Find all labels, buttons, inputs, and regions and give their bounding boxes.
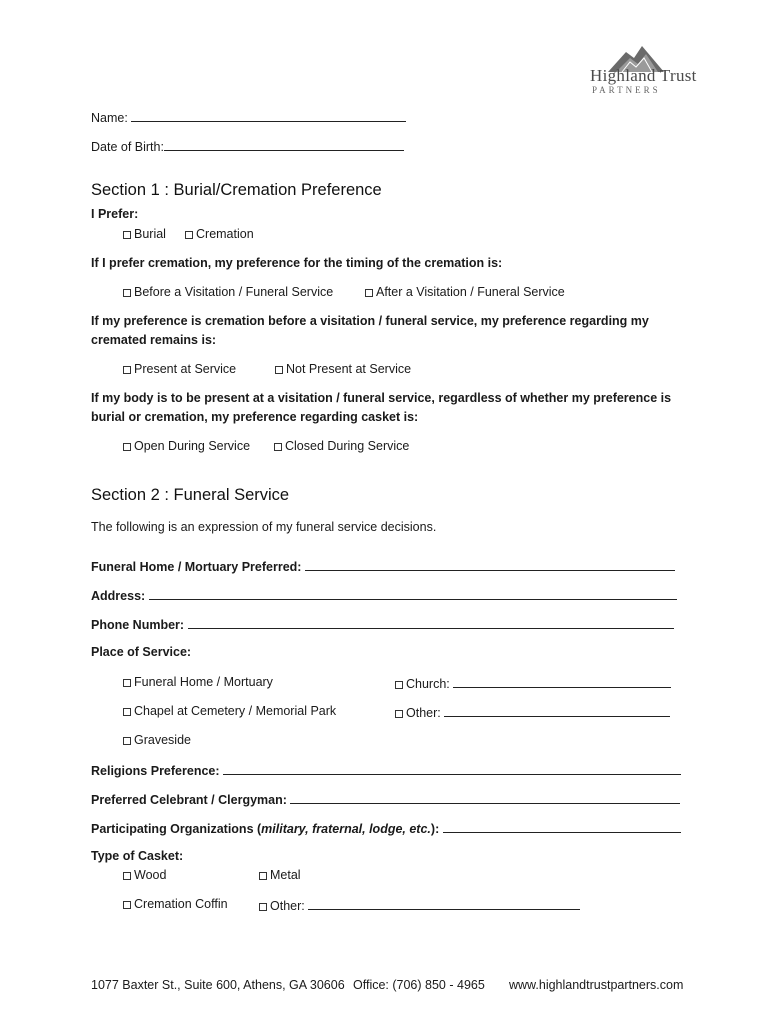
celebrant-field[interactable] — [290, 791, 680, 804]
funeral-home-checkbox[interactable] — [123, 679, 131, 687]
organizations-field[interactable] — [443, 820, 681, 833]
funeral-home-label: Funeral Home / Mortuary Preferred: — [91, 560, 302, 574]
dob-row — [91, 138, 404, 154]
chapel-label: Chapel at Cemetery / Memorial Park — [134, 704, 337, 718]
footer-address: 1077 Baxter St., Suite 600, Athens, GA 30606 — [91, 978, 345, 992]
address-label: Address: — [91, 589, 146, 603]
option-casket-other[interactable] — [259, 897, 580, 913]
remains-question-line1: If my preference is cremation before a visitation / funeral service, my preference regarding my — [91, 314, 649, 328]
remains-question-line2: cremated remains is: — [91, 333, 217, 347]
not-present-checkbox[interactable] — [275, 366, 283, 374]
footer-website[interactable]: www.highlandtrustpartners.com — [509, 978, 684, 992]
option-present[interactable] — [123, 362, 236, 376]
timing-question: If I prefer cremation, my preference for the timing of the cremation is: — [91, 256, 503, 270]
option-funeral-home[interactable] — [123, 675, 273, 689]
casket-question-line1: If my body is to be present at a visitation / funeral service, regardless of whether my preference is — [91, 391, 672, 405]
celebrant-label: Preferred Celebrant / Clergyman: — [91, 793, 287, 807]
after-visitation-label: After a Visitation / Funeral Service — [376, 285, 565, 299]
logo-wordmark — [590, 66, 697, 86]
dob-field[interactable] — [164, 138, 404, 151]
before-visitation-checkbox[interactable] — [123, 289, 131, 297]
footer-phone: Office: (706) 850 - 4965 — [353, 978, 485, 992]
church-label: Church: — [406, 677, 450, 691]
closed-checkbox[interactable] — [274, 443, 282, 451]
open-checkbox[interactable] — [123, 443, 131, 451]
name-field[interactable] — [131, 109, 406, 122]
address-row — [91, 587, 677, 603]
phone-field[interactable] — [188, 616, 674, 629]
open-label: Open During Service — [134, 439, 251, 453]
present-checkbox[interactable] — [123, 366, 131, 374]
option-church[interactable] — [395, 675, 671, 691]
cremation-coffin-checkbox[interactable] — [123, 901, 131, 909]
casket-question-line2: burial or cremation, my preference regarding casket is: — [91, 410, 419, 424]
cremation-checkbox[interactable] — [185, 231, 193, 239]
option-place-other[interactable] — [395, 704, 670, 720]
place-label: Place of Service: — [91, 645, 192, 659]
closed-label: Closed During Service — [285, 439, 410, 453]
prefer-label: I Prefer: — [91, 207, 139, 221]
organizations-label-examples: military, fraternal, lodge, etc. — [261, 822, 431, 836]
celebrant-row — [91, 791, 680, 807]
after-visitation-checkbox[interactable] — [365, 289, 373, 297]
option-cremation[interactable] — [185, 227, 254, 241]
place-other-field[interactable] — [444, 704, 670, 717]
section2-title: Section 2 : Funeral Service — [91, 486, 290, 504]
casket-other-field[interactable] — [308, 897, 580, 910]
funeral-home-row — [91, 558, 675, 574]
religion-field[interactable] — [223, 762, 681, 775]
place-other-label: Other: — [406, 706, 441, 720]
organizations-row — [91, 820, 681, 836]
church-checkbox[interactable] — [395, 681, 403, 689]
metal-checkbox[interactable] — [259, 872, 267, 880]
option-chapel[interactable] — [123, 704, 336, 718]
before-visitation-label: Before a Visitation / Funeral Service — [134, 285, 334, 299]
religion-label: Religions Preference: — [91, 764, 220, 778]
cremation-label: Cremation — [196, 227, 254, 241]
religion-row — [91, 762, 681, 778]
phone-row — [91, 616, 674, 632]
option-after-visitation[interactable] — [365, 285, 565, 299]
logo-name-second: Trust — [659, 66, 697, 85]
section1-title: Section 1 : Burial/Cremation Preference — [91, 181, 382, 199]
company-logo — [586, 44, 731, 100]
funeral-home-option-label: Funeral Home / Mortuary — [134, 675, 273, 689]
option-burial[interactable] — [123, 227, 166, 241]
chapel-checkbox[interactable] — [123, 708, 131, 716]
casket-other-checkbox[interactable] — [259, 903, 267, 911]
graveside-label: Graveside — [134, 733, 191, 747]
dob-label: Date of Birth: — [91, 140, 164, 154]
option-cremation-coffin[interactable] — [123, 897, 228, 911]
cremation-coffin-label: Cremation Coffin — [134, 897, 228, 911]
graveside-checkbox[interactable] — [123, 737, 131, 745]
option-graveside[interactable] — [123, 733, 191, 747]
option-open[interactable] — [123, 439, 250, 453]
wood-checkbox[interactable] — [123, 872, 131, 880]
phone-label: Phone Number: — [91, 618, 185, 632]
place-other-checkbox[interactable] — [395, 710, 403, 718]
metal-label: Metal — [270, 868, 301, 882]
option-wood[interactable] — [123, 868, 166, 882]
casket-type-label: Type of Casket: — [91, 849, 184, 863]
logo-subtitle: PARTNERS — [592, 85, 661, 95]
burial-checkbox[interactable] — [123, 231, 131, 239]
present-label: Present at Service — [134, 362, 237, 376]
funeral-home-field[interactable] — [305, 558, 675, 571]
option-not-present[interactable] — [275, 362, 411, 376]
name-row — [91, 109, 406, 125]
church-field[interactable] — [453, 675, 671, 688]
not-present-label: Not Present at Service — [286, 362, 412, 376]
wood-label: Wood — [134, 868, 167, 882]
casket-other-label: Other: — [270, 899, 305, 913]
option-metal[interactable] — [259, 868, 301, 882]
address-field[interactable] — [149, 587, 677, 600]
organizations-label — [91, 822, 439, 836]
name-label: Name: — [91, 111, 128, 125]
section2-intro: The following is an expression of my funeral service decisions. — [91, 520, 437, 534]
burial-label: Burial — [134, 227, 166, 241]
logo-name-first: Highland — [590, 66, 656, 85]
option-before-visitation[interactable] — [123, 285, 333, 299]
option-closed[interactable] — [274, 439, 409, 453]
organizations-label-end: ): — [430, 822, 440, 836]
organizations-label-start: Participating Organizations ( — [91, 822, 262, 836]
